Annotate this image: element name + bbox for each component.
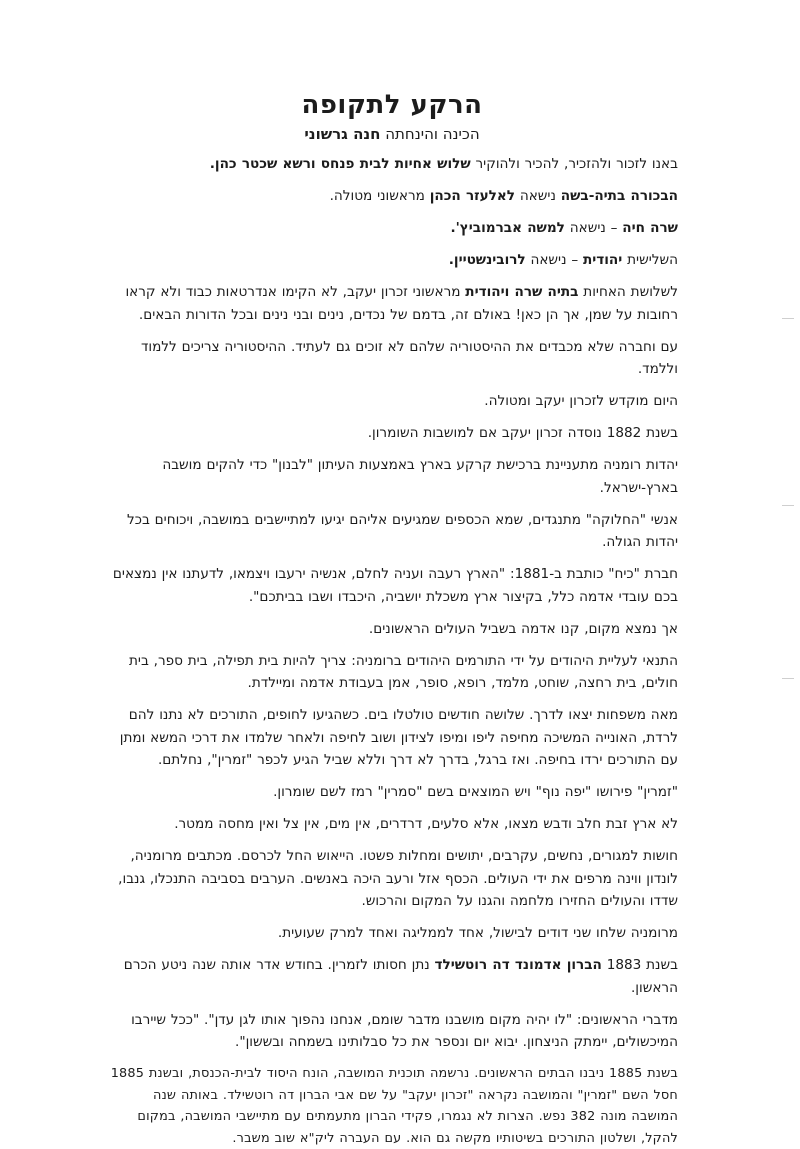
paragraph [106,954,678,999]
bold-text: בתיה שרה ויהודית [465,284,579,300]
text-run: התנאי לעליית היהודים על ידי התורמים היהודים ברומניה: צריך להיות בית תפילה, בית ספר, בית חולים, בית רחצה, שוחט, מלמד, רופא, סופר, אמן בעבודת אדמה ומיילדת. [128,652,678,691]
byline [106,123,678,145]
paragraph [106,336,678,381]
paragraph [106,845,678,913]
text-run: לשלושת האחיות [578,284,678,300]
text-run: נישאה [515,188,561,204]
text-run: חברת "כיח" כותבת ב-1881: "הארץ רעבה ועניה לחלם, אנשיה ירעבו ויצמאו, לדעתנו אין נמצאים בכם עובדי אדמה כלל, בקיצור ארץ משכלת יושביה, היכבדו ושבו בביתכם". [112,566,678,605]
body-text [106,153,678,1054]
paragraph [106,509,678,554]
scan-edge-mark [782,678,794,679]
text-run: חושות למגורים, נחשים, עקרבים, יתושים ומחלות פשטו. הייאוש החל לכרסם. מכתבים מרומניה, לונדון ווינה מרפים את ידי העולים. הכסף אזל ורעב היכה באנשים. הערבים בסביבה התנכלו, גנבו, שדדו והעולים החזירו מלחמה והגנו על המקום והרכוש. [118,848,678,909]
text-run: מאה משפחות יצאו לדרך. שלושה חודשים טולטלו בים. כשהגיעו לחופים, התורכים לא נתנו להם לרדת, האונייה המשיכה מחיפה ליפו ומיפו לצידון ושוב לחיפה ולאחר שלמדו את דרכי המשא ומתן עם התורכים ירדו בחיפה. ואז ברגל, בדרך לא דרך וללא שביל הגיע לכפר "זמרין", נחלתם. [119,707,678,768]
byline-prefix: הכינה והינחתה [380,125,480,143]
text-run: מרומניה שלחו שני דודים לבישול, אחד לממליגה ואחד למרק שעועית. [277,925,678,941]
paragraph [106,650,678,695]
paragraph [106,422,678,445]
bold-text: הבכורה בתיה-בשה [560,188,678,204]
bold-text: הברון אדמונד דה רוטשילד [434,957,602,973]
text-run: מדברי הראשונים: "לו יהיה מקום מושבנו מדבר שומם, אנחנו נהפוך אותו לגן עדן". "ככל שיירבו המיכשולים, יימתק הניצחון. יבוא יום ונספר את כל סבלותינו בשמחה ובששון". [131,1011,678,1050]
text-run: לא ארץ זבת חלב ודבש מצאו, אלא סלעים, דרדרים, אין מים, אין צל ואין מחסה ממטר. [174,816,678,832]
paragraph [106,922,678,945]
paragraph [106,618,678,641]
closing-paragraph: בשנת 1885 ניבנו הבתים הראשונים. נרשמה תוכנית המושבה, הונח היסוד לבית-הכנסת, ובשנת 1885 חסל השם "זמרין" והמושבה נקראה "זכרון יעקב" על שם אבי הברון דה רוטשילד. באותה שנה המושבה מונה 382 נפש. הצרות לא נגמרו, פקידי הברון מתעמתים עם מתיישבי המושבה, במקום להקל, ושלטון התורכים בשיטותיו מקשה גם הוא. עם העברה ליק"א שוב משבר. [110,1066,678,1146]
text-run: נתן חסותו לזמרין. בחודש אדר אותה שנה ניטע הכרם הראשון. [123,957,678,996]
text-run: אך נמצא מקום, קנו אדמה בשביל העולים הראשונים. [368,620,678,637]
paragraph [106,281,678,326]
text-run: "זמרין" פירושו "יפה נוף" ויש המוצאים בשם "סמרין" רמז לשם שומרון. [273,784,678,800]
page-title: הרקע לתקופה [301,90,483,120]
text-run: – נישאה [525,252,583,268]
paragraph [106,217,678,240]
paragraph [106,704,678,772]
bold-text: שלוש אחיות לבית פנחס ורשא שכטר כהן. [209,156,471,172]
paragraph [106,390,678,413]
paragraph [106,454,678,499]
bold-text: יהודית [582,252,623,268]
scan-edge-mark [782,505,794,506]
paragraph [106,563,678,608]
text-run: עם וחברה שלא מכבדים את ההיסטוריה שלהם לא זוכים גם לעתיד. ההיסטוריה צריכים ללמוד וללמד. [140,338,678,377]
bold-text: שרה חיה [622,220,678,236]
byline-author: חנה גרשוני [304,125,381,143]
text-run: אנשי "החלוקה" מתנגדים, שמא הכספים שמגיעים אליהם יגיעו למתיישבים במושבה, ויכוחים בכל יהדות הגולה. [127,511,678,550]
paragraph [106,781,678,804]
text-run: בשנת 1883 [601,957,678,973]
text-run: היום מוקדש לזכרון יעקב ומטולה. [484,393,678,409]
paragraph [106,185,678,208]
text-run: יהדות רומניה מתעניינת ברכישת קרקע בארץ באמצעות העיתון "לבנון" כדי להקים מושבה בארץ-ישראל. [162,457,678,496]
text-run: באנו לזכור ולהזכיר, להכיר ולהוקיר [470,156,678,172]
paragraph [106,153,678,176]
paragraph [106,1009,678,1054]
text-run: השלישית [622,252,678,268]
bold-text: למשה אברמוביץ'. [450,220,565,236]
paragraph [106,813,678,836]
bold-text: לאלעזר הכהן [429,188,516,204]
bold-text: לרובינשטיין. [448,252,526,268]
text-run: מראשוני מטולה. [329,188,430,204]
text-run: מראשוני זכרון יעקב, לא הקימו אנדרטאות כבוד ולא קראו רחובות על שמן, אך הן כאן! באולם זה, בדמם של נכדים, נינים ובני נינים ובכל הדורות הבאים. [125,284,678,323]
scan-edge-mark [782,318,794,319]
paragraph [106,249,678,272]
text-run: – נישאה [564,220,623,236]
text-run: בשנת 1882 נוסדה זכרון יעקב אם למושבות השומרון. [367,425,678,441]
